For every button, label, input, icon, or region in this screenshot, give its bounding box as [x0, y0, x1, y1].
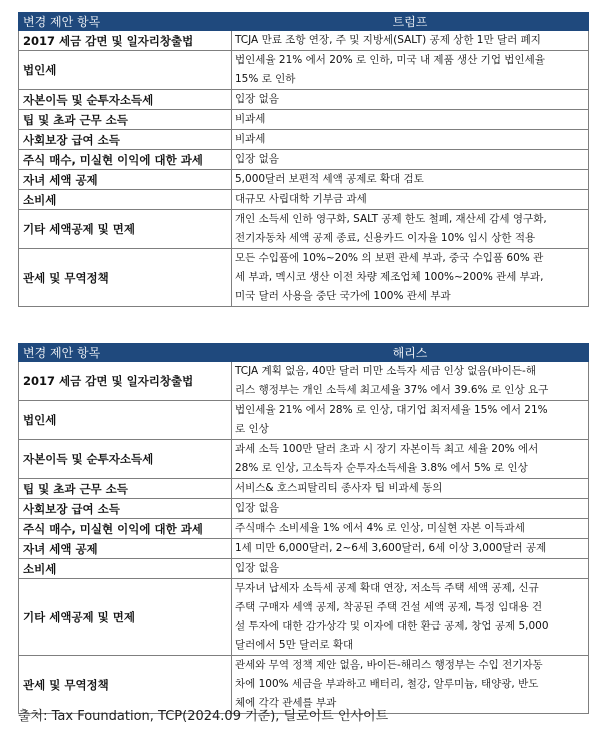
header-candidate-trump: 트럼프 [232, 13, 589, 31]
table-row [19, 362, 589, 401]
row-description: 주식매수 소비세율 1% 에서 4% 로 인상, 미실현 자본 이득과세 [232, 519, 589, 539]
row-label: 주식 매수, 미실현 이익에 대한 과세 [19, 519, 232, 539]
row-description: 법인세율 21% 에서 20% 로 인하, 미국 내 제품 생산 기업 법인세율 15% 로 인하 [232, 51, 589, 90]
row-label: 소비세 [19, 190, 232, 210]
row-label: 주식 매수, 미실현 이익에 대한 과세 [19, 150, 232, 170]
row-label: 팁 및 초과 근무 소득 [19, 479, 232, 499]
row-label: 관세 및 무역정책 [19, 249, 232, 307]
row-label: 관세 및 무역정책 [19, 656, 232, 714]
row-description: 대규모 사립대학 기부금 과세 [232, 190, 589, 210]
row-description: 무자녀 납세자 소득세 공제 확대 연장, 저소득 주택 세액 공제, 신규 주택 구매자 세액 공제, 착공된 주택 건설 세액 공제, 특정 임대용 건 설 투자에 대한 감가상각 및 이자에 대한 환급 공제, 창업 공제 5,000 달러에서 5만 달러로 확대 [232, 579, 589, 656]
row-description: 모든 수입품에 10%~20% 의 보편 관세 부과, 중국 수입품 60% 관 세 부과, 멕시코 생산 이전 차량 제조업체 100%~200% 관세 부과, 미국 달러 사용을 중단 국가에 100% 관세 부과 [232, 249, 589, 307]
row-description: 1세 미만 6,000달러, 2~6세 3,600달러, 6세 이상 3,000달러 공제 [232, 539, 589, 559]
table-row [19, 110, 589, 130]
table-row [19, 499, 589, 519]
table-row [19, 579, 589, 656]
row-label: 소비세 [19, 559, 232, 579]
row-label: 기타 세액공제 및 면제 [19, 579, 232, 656]
row-description: 입장 없음 [232, 90, 589, 110]
trump-policy-table [18, 12, 589, 307]
row-label: 자녀 세액 공제 [19, 170, 232, 190]
table-row [19, 249, 589, 307]
row-description: TCJA 만료 조항 연장, 주 및 지방세(SALT) 공제 상한 1만 달러 폐지 [232, 31, 589, 51]
row-label: 기타 세액공제 및 면제 [19, 210, 232, 249]
table-row [19, 539, 589, 559]
header-category: 변경 제안 항목 [19, 344, 232, 362]
table-row [19, 31, 589, 51]
table-header-row [19, 344, 589, 362]
table-row [19, 170, 589, 190]
row-description: 5,000달러 보편적 세액 공제로 확대 검토 [232, 170, 589, 190]
row-label: 사회보장 급여 소득 [19, 499, 232, 519]
row-label: 자본이득 및 순투자소득세 [19, 440, 232, 479]
source-caption: 출처: Tax Foundation, TCP(2024.09 기준), 딜로이트 인사이트 [18, 709, 389, 724]
table-row [19, 440, 589, 479]
row-description: 개인 소득세 인하 영구화, SALT 공제 한도 철폐, 재산세 감세 영구화, 전기자동차 세액 공제 종료, 신용카드 이자율 10% 임시 상한 적용 [232, 210, 589, 249]
row-label: 사회보장 급여 소득 [19, 130, 232, 150]
row-description: 서비스& 호스피탈리티 종사자 팁 비과세 동의 [232, 479, 589, 499]
row-description: 입장 없음 [232, 559, 589, 579]
row-description: 입장 없음 [232, 150, 589, 170]
row-description: 법인세율 21% 에서 28% 로 인상, 대기업 최저세율 15% 에서 21% 로 인상 [232, 401, 589, 440]
table-row [19, 559, 589, 579]
row-description: 비과세 [232, 110, 589, 130]
row-label: 자녀 세액 공제 [19, 539, 232, 559]
table-row [19, 51, 589, 90]
row-description: 비과세 [232, 130, 589, 150]
row-label: 2017 세금 감면 및 일자리창출법 [19, 31, 232, 51]
header-category: 변경 제안 항목 [19, 13, 232, 31]
table-row [19, 519, 589, 539]
table-row [19, 210, 589, 249]
row-label: 법인세 [19, 401, 232, 440]
table-row [19, 150, 589, 170]
table-header-row [19, 13, 589, 31]
header-candidate-harris: 해리스 [232, 344, 589, 362]
row-description: 관세와 무역 정책 제안 없음, 바이든-해리스 행정부는 수입 전기자동 차에 100% 세금을 부과하고 배터리, 철강, 알루미늄, 태양광, 반도 체에 각각 관세를 부과 [232, 656, 589, 714]
row-description: TCJA 계획 없음, 40만 달러 미만 소득자 세금 인상 없음(바이든-해 리스 행정부는 개인 소득세 최고세율 37% 에서 39.6% 로 인상 요구 [232, 362, 589, 401]
table-row [19, 90, 589, 110]
table-row [19, 130, 589, 150]
table-row [19, 401, 589, 440]
row-description: 입장 없음 [232, 499, 589, 519]
row-description: 과세 소득 100만 달러 초과 시 장기 자본이득 최고 세율 20% 에서 28% 로 인상, 고소득자 순투자소득세율 3.8% 에서 5% 로 인상 [232, 440, 589, 479]
row-label: 팁 및 초과 근무 소득 [19, 110, 232, 130]
table-row [19, 190, 589, 210]
row-label: 법인세 [19, 51, 232, 90]
row-label: 자본이득 및 순투자소득세 [19, 90, 232, 110]
harris-policy-table [18, 343, 589, 714]
table-row [19, 479, 589, 499]
row-label: 2017 세금 감면 및 일자리창출법 [19, 362, 232, 401]
